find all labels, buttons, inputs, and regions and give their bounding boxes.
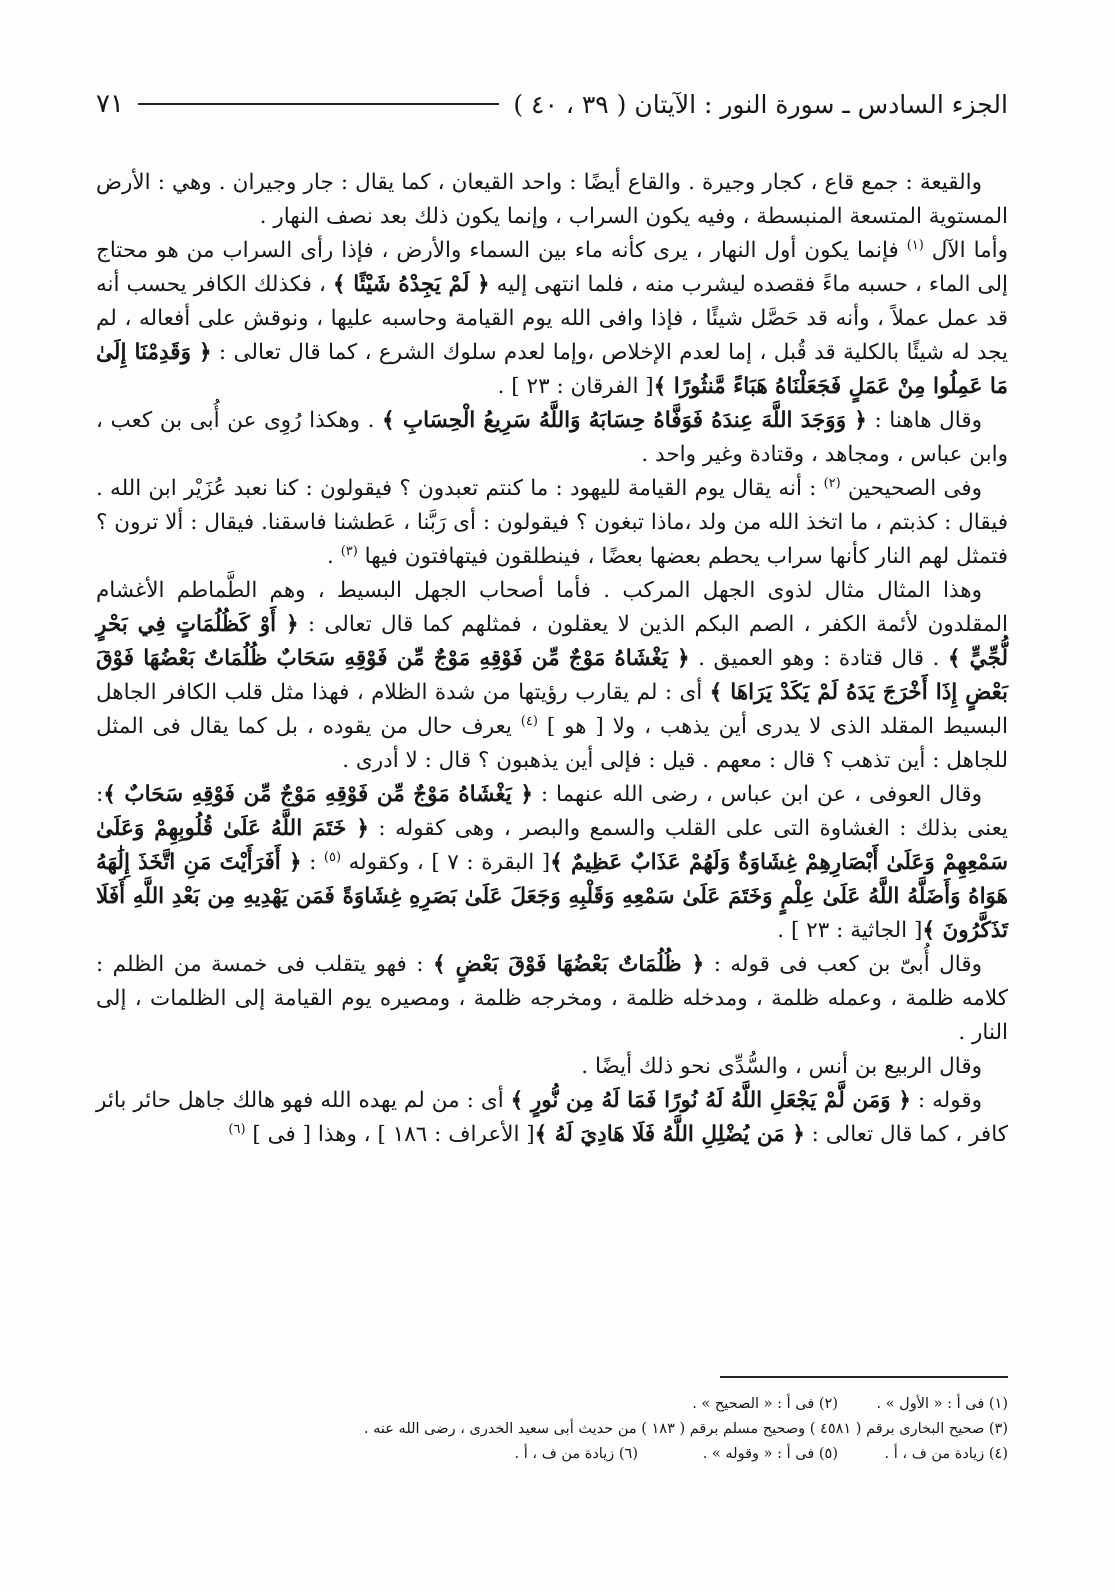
footnote-ref: (٣) (340, 543, 358, 559)
footnote-separator (720, 1376, 1008, 1378)
paragraph (96, 234, 1008, 404)
quran-quote: ﴿ أَفَرَأَيْتَ مَنِ اتَّخَذَ إِلَٰهَهُ هَوَاهُ وَأَضَلَّهُ اللَّهُ عَلَىٰ عِلْمٍ وَخَتَمَ عَلَىٰ سَمْعِهِ وَقَلْبِهِ وَجَعَلَ عَلَىٰ بَصَرِهِ غِشَاوَةً فَمَن يَهْدِيهِ مِن بَعْدِ اللَّهِ أَفَلَا تَذَكَّرُونَ ﴾ (96, 850, 1008, 943)
text-run: [ الأعراف : ١٨٦ ] ، وهذا [ فى ] (245, 1122, 535, 1147)
quran-quote: ﴿ ظُلُمَاتٌ بَعْضُهَا فَوْقَ بَعْضٍ ﴾ (432, 952, 705, 977)
text-run: وهذا المثال مثال لذوى الجهل المركب . فأما أصحاب الجهل البسيط ، وهم الطَّماطم الأغشام المقلدون لأئمة الكفر ، الصم البكم الذين لا يعقلون ، فمثلهم كما قال تعالى : (96, 578, 1009, 637)
paragraph (96, 404, 1008, 472)
quran-quote: ﴿ لَمْ يَجِدْهُ شَيْئًا ﴾ (332, 272, 490, 297)
text-run: [ الفرقان : ٢٣ ] . (497, 374, 654, 399)
footnote-2: (٢) فى أ : « الصحيح » . (692, 1396, 838, 1412)
text-run: وقال العوفى ، عن ابن عباس ، رضى الله عنهما : (532, 782, 982, 807)
quran-quote: ﴿ وَوَجَدَ اللَّهَ عِندَهُ فَوَفَّاهُ حِسَابَهُ وَاللَّهُ سَرِيعُ الْحِسَابِ ﴾ (382, 408, 867, 433)
paragraph (96, 574, 1008, 778)
paragraph (96, 778, 1008, 948)
footnotes (96, 1392, 1008, 1467)
text-run: : أنه يقال يوم القيامة لليهود : ما كنتم تعبدون ؟ فيقولون : كنا نعبد عُزَيْر ابن الله . فيقال : كذبتم ، ما اتخذ الله من ولد ،ماذا تبغون ؟ فيقولون : أى رَبَّنا ، عَطشنا فاسقنا. فيقال : ألا ترون ؟ فتمثل لهم النار كأنها سراب يحطم بعضها بعضًا ، فينطلقون فيتهافتون فيها (96, 476, 1008, 569)
text-run: [ الجاثية : ٢٣ ] . (777, 918, 923, 943)
footnote-4: (٤) زيادة من ف ، أ . (884, 1446, 1008, 1462)
footnote-ref: (٤) (520, 713, 538, 729)
quran-quote: ﴿ وَقَدِمْنَا إِلَىٰ مَا عَمِلُوا مِنْ عَمَلٍ فَجَعَلْنَاهُ هَبَاءً مَّنثُورًا ﴾ (96, 340, 1008, 399)
footnote-1: (١) فى أ : « الأول » . (876, 1396, 1008, 1412)
text-run: والقيعة : جمع قاع ، كجار وجيرة . والقاع أيضًا : واحد القيعان ، كما يقال : جار وجيران . وهي : الأرض المستوية المتسعة المنبسطة ، وفيه يكون السراب ، وإنما يكون ذلك بعد نصف النهار . (96, 170, 1008, 229)
main-text (96, 166, 1008, 1152)
text-run: : (301, 850, 324, 875)
text-run: وأما الآل (923, 238, 1008, 263)
footnote-row (96, 1442, 1008, 1467)
page-number: ٧١ (96, 89, 124, 119)
text-run: [ البقرة : ٧ ] ، وكقوله (341, 850, 551, 875)
footnote-ref: (٦) (228, 1121, 246, 1137)
footnote-row (96, 1417, 1008, 1442)
footnote-ref: (٥) (323, 849, 342, 865)
text-run: . وهكذا رُوِى عن أُبى بن كعب ، وابن عباس ، ومجاهد ، وقتادة وغير واحد . (96, 408, 1008, 467)
footnote-5: (٥) فى أ : « وقوله » . (702, 1446, 838, 1462)
paragraph (96, 472, 1008, 574)
text-run: ، فكذلك الكافر يحسب أنه قد عمل عملاً ، وأنه قد حَصَّل شيئًا ، فإذا وافى الله يوم القيامة وحاسبه عليها ، ونوقش على أفعاله ، لم يجد له شيئًا بالكلية قد قُبل ، إما لعدم الإخلاص ،وإما لعدم سلوك الشرع ، كما قال تعالى : (96, 272, 1008, 365)
text-run: وقوله : (910, 1088, 983, 1113)
paragraph (96, 1050, 1008, 1084)
quran-quote: ﴿ يَغْشَاهُ مَوْجٌ مِّن فَوْقِهِ مَوْجٌ مِّن فَوْقِهِ سَحَابٌ ﴾ (103, 782, 533, 807)
text-run: أى : من لم يهده الله فهو هالك جاهل حائر بائر كافر ، كما قال تعالى : (96, 1088, 1008, 1147)
quran-quote: ﴿ خَتَمَ اللَّهُ عَلَىٰ قُلُوبِهِمْ وَعَلَىٰ سَمْعِهِمْ وَعَلَىٰ أَبْصَارِهِمْ غِشَاوَةٌ وَلَهُمْ عَذَابٌ عَظِيمٌ ﴾ (96, 816, 1009, 875)
text-run: يعرف حال من يقوده ، بل كما يقال فى المثل للجاهل : أين تذهب ؟ قال : معهم . قيل : فإلى أين يذهبون ؟ قال : لا أدرى . (96, 714, 1008, 773)
quran-quote: ﴿ مَن يُضْلِلِ اللَّهُ فَلَا هَادِيَ لَهُ ﴾ (534, 1122, 805, 1147)
running-header (96, 84, 1008, 124)
text-run: : يعنى بذلك : الغشاوة التى على القلب والسمع والبصر ، وهى كقوله : (96, 782, 1008, 841)
text-run: وفى الصحيحين (840, 476, 982, 501)
paragraph (96, 1084, 1008, 1152)
text-run: . (327, 544, 341, 569)
footnote-3: (٣) صحيح البخارى برقم ( ٤٥٨١ ) وصحيح مسلم برقم ( ١٨٣ ) من حديث أبى سعيد الخدرى ، رضى الله عنه . (363, 1421, 1008, 1437)
text-run: فإنما يكون أول النهار ، يرى كأنه ماء بين السماء والأرض ، فإذا رأى السراب من هو محتاج إلى الماء ، حسبه ماءً فقصده ليشرب منه ، فلما انتهى إليه (96, 238, 1008, 297)
text-run: : فهو يتقلب فى خمسة من الظلم : كلامه ظلمة ، وعمله ظلمة ، ومدخله ظلمة ، ومخرجه ظلمة ، ومصيره يوم القيامة إلى الظلمات ، إلى النار . (96, 952, 1008, 1045)
text-run: . قال قتادة : وهو العميق . (689, 646, 948, 671)
quran-quote: ﴿ يَغْشَاهُ مَوْجٌ مِّن فَوْقِهِ مَوْجٌ مِّن فَوْقِهِ سَحَابٌ ظُلُمَاتٌ بَعْضُهَا فَوْقَ بَعْضٍ إِذَا أَخْرَجَ يَدَهُ لَمْ يَكَدْ يَرَاهَا ﴾ (96, 646, 1008, 705)
text-run: أى : لم يقارب رؤيتها من شدة الظلام ، فهذا مثل قلب الكافر الجاهل البسيط المقلد الذى لا يدرى أين يذهب ، ولا [ هو ] (96, 680, 1008, 739)
text-run: وقال هاهنا : (866, 408, 982, 433)
footnote-ref: (٢) (823, 475, 841, 491)
running-title: الجزء السادس ـ سورة النور : الآيتان ( ٣٩ ، ٤٠ ) (513, 89, 1008, 119)
quran-quote: ﴿ أَوْ كَظُلُمَاتٍ فِي بَحْرٍ لُّجِّيٍّ ﴾ (96, 612, 1009, 671)
header-rule (138, 103, 499, 105)
quran-quote: ﴿ وَمَن لَّمْ يَجْعَلِ اللَّهُ لَهُ نُورًا فَمَا لَهُ مِن نُّورٍ ﴾ (510, 1088, 911, 1113)
footnote-6: (٦) زيادة من ف ، أ . (514, 1446, 638, 1462)
paragraph (96, 166, 1008, 234)
text-run: وقال أُبىّ بن كعب فى قوله : (704, 952, 982, 977)
footnote-ref: (١) (906, 237, 924, 253)
paragraph (96, 948, 1008, 1050)
footnote-row (96, 1392, 1008, 1417)
text-run: وقال الربيع بن أنس ، والسُّدِّى نحو ذلك أيضًا . (581, 1054, 982, 1079)
